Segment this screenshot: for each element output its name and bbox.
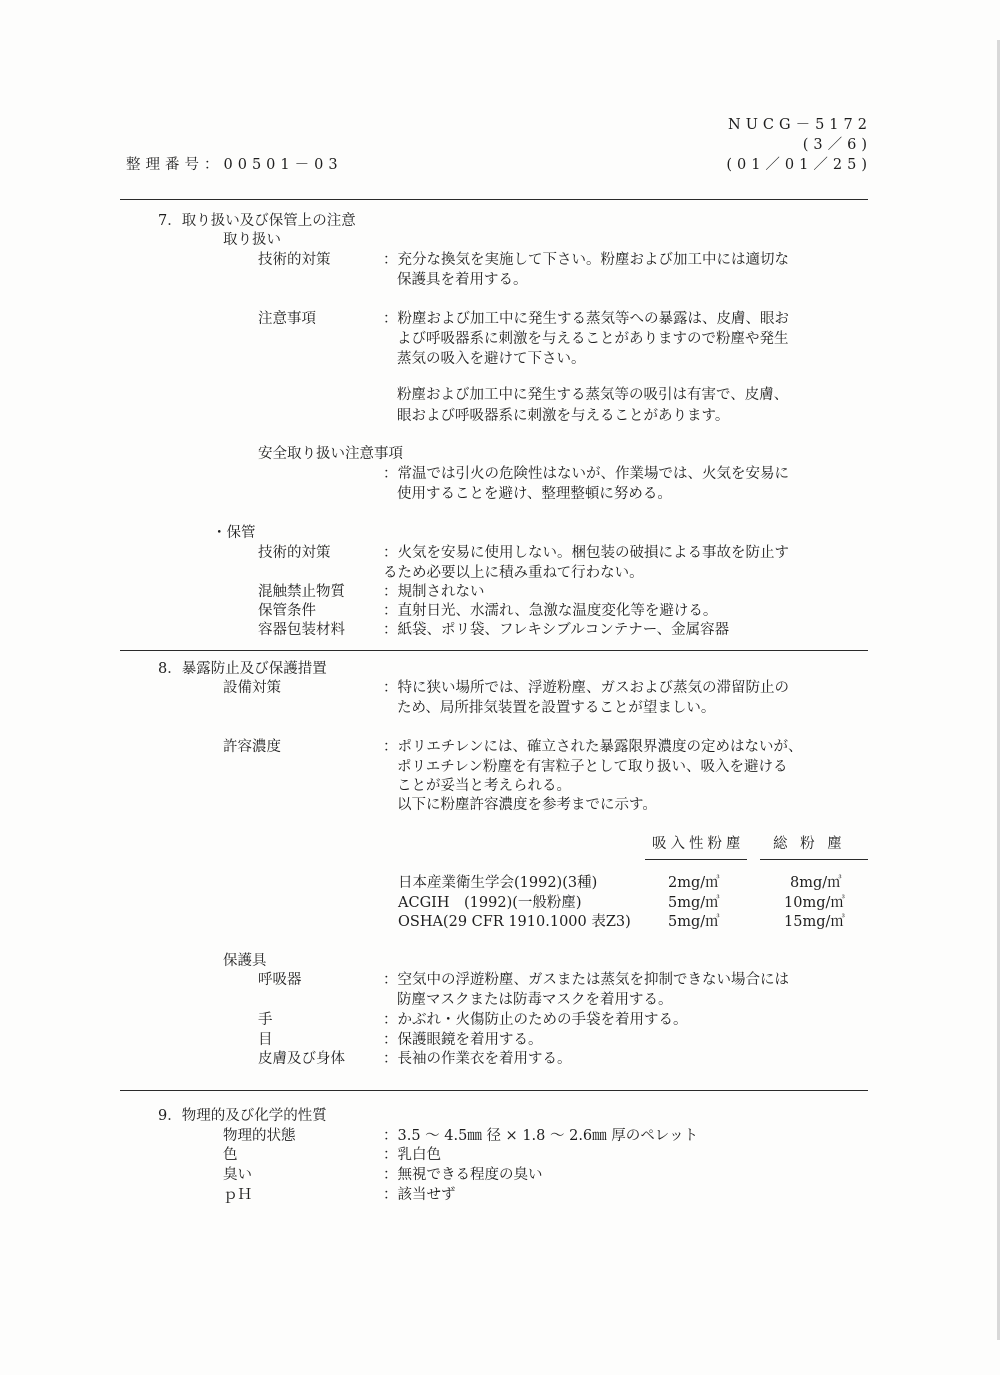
handling-tech-label: 技術的対策 bbox=[258, 252, 331, 268]
limit-line-1: ：ポリエチレンには、確立された暴露限界濃度の定めはないが、 bbox=[383, 739, 803, 755]
ph-label: ｐＨ bbox=[223, 1187, 252, 1203]
table-row-3-total: 15mg/㎥ bbox=[784, 914, 845, 930]
table-header-rule-1 bbox=[645, 859, 747, 860]
hand-label: 手 bbox=[258, 1012, 273, 1028]
respirator-line-2: 防塵マスクまたは防毒マスクを着用する。 bbox=[397, 992, 673, 1008]
doc-code: NUCG－5172 bbox=[728, 117, 872, 133]
storage-cond-text: ：直射日光、水濡れ、急激な温度変化等を避ける。 bbox=[383, 603, 718, 619]
equipment-line-2: ため、局所排気装置を設置することが望ましい。 bbox=[397, 700, 716, 716]
safe-handling-line-2: 使用することを避け、整理整頓に努める。 bbox=[397, 486, 672, 502]
table-row-3-org: OSHA(29 CFR 1910.1000 表Z3) bbox=[398, 914, 631, 930]
packaging-text: ：紙袋、ポリ袋、フレキシブルコンテナー、金属容器 bbox=[383, 622, 730, 638]
page-number: (3／6) bbox=[802, 137, 872, 153]
odor-label: 臭い bbox=[223, 1167, 252, 1183]
state-label: 物理的状態 bbox=[223, 1128, 296, 1144]
revision-date: (01／01／25) bbox=[726, 157, 872, 173]
storage-cond-label: 保管条件 bbox=[258, 603, 316, 619]
table-row-2-org: ACGIH (1992)(一般粉塵) bbox=[398, 895, 582, 911]
storage-tech-label: 技術的対策 bbox=[258, 545, 331, 561]
limit-label: 許容濃度 bbox=[223, 739, 281, 755]
caution-line-4: 粉塵および加工中に発生する蒸気等の吸引は有害で、皮膚、 bbox=[397, 387, 789, 403]
section-8-title: 8．暴露防止及び保護措置 bbox=[158, 661, 327, 677]
packaging-label: 容器包装材料 bbox=[258, 622, 345, 638]
caution-line-2: よび呼吸器系に刺激を与えることがありますので粉塵や発生 bbox=[397, 331, 789, 347]
color-text: ：乳白色 bbox=[383, 1147, 441, 1163]
reference-number: 整理番号：00501－03 bbox=[126, 157, 343, 173]
table-header-total: 総 粉 塵 bbox=[773, 836, 846, 852]
table-row-2-total: 10mg/㎥ bbox=[784, 895, 845, 911]
eye-label: 目 bbox=[258, 1032, 273, 1048]
storage-tech-line-2: るため必要以上に積み重ねて行わない。 bbox=[383, 565, 644, 581]
table-row-1-respirable: 2mg/㎥ bbox=[668, 875, 720, 891]
storage-label: ・保管 bbox=[212, 525, 256, 541]
odor-text: ：無視できる程度の臭い bbox=[383, 1167, 543, 1183]
section-9-title: 9．物理的及び化学的性質 bbox=[158, 1108, 327, 1124]
storage-tech-line-1: ：火気を安易に使用しない。梱包装の破損による事故を防止す bbox=[383, 545, 789, 561]
eye-text: ：保護眼鏡を着用する。 bbox=[383, 1032, 543, 1048]
limit-line-3: ことが妥当と考えられる。 bbox=[397, 778, 571, 794]
ppe-label: 保護具 bbox=[223, 953, 267, 969]
table-header-respirable: 吸入性粉塵 bbox=[652, 836, 745, 852]
table-header-rule-2 bbox=[760, 859, 868, 860]
handling-tech-line-1: ：充分な換気を実施して下さい。粉塵および加工中には適切な bbox=[383, 252, 789, 268]
rule-top bbox=[120, 199, 868, 200]
respirator-label: 呼吸器 bbox=[258, 972, 302, 988]
table-row-3-respirable: 5mg/㎥ bbox=[668, 914, 720, 930]
caution-line-1: ：粉塵および加工中に発生する蒸気等への暴露は、皮膚、眼お bbox=[383, 311, 789, 327]
handling-tech-line-2: 保護具を着用する。 bbox=[397, 272, 528, 288]
section-7-title: 7．取り扱い及び保管上の注意 bbox=[158, 213, 356, 229]
table-row-2-respirable: 5mg/㎥ bbox=[668, 895, 720, 911]
equipment-label: 設備対策 bbox=[223, 680, 281, 696]
caution-line-5: 眼および呼吸器系に刺激を与えることがあります。 bbox=[397, 408, 730, 424]
table-row-1-org: 日本産業衛生学会(1992)(3種) bbox=[398, 875, 598, 891]
caution-line-3: 蒸気の吸入を避けて下さい。 bbox=[397, 351, 586, 367]
respirator-line-1: ：空気中の浮遊粉塵、ガスまたは蒸気を抑制できない場合には bbox=[383, 972, 789, 988]
caution-label: 注意事項 bbox=[258, 311, 316, 327]
ph-text: ：該当せず bbox=[383, 1187, 456, 1203]
skin-label: 皮膚及び身体 bbox=[258, 1051, 345, 1067]
color-label: 色 bbox=[223, 1147, 238, 1163]
rule-section-9 bbox=[120, 1090, 868, 1091]
limit-line-2: ポリエチレン粉塵を有害粒子として取り扱い、吸入を避ける bbox=[397, 759, 788, 775]
incompatible-text: ：規制されない bbox=[383, 584, 485, 600]
incompatible-label: 混触禁止物質 bbox=[258, 584, 345, 600]
equipment-line-1: ：特に狭い場所では、浮遊粉塵、ガスおよび蒸気の滞留防止の bbox=[383, 680, 789, 696]
state-text: ：3.5 ～ 4.5㎜ 径 × 1.8 ～ 2.6㎜ 厚のペレット bbox=[383, 1128, 699, 1144]
skin-text: ：長袖の作業衣を着用する。 bbox=[383, 1051, 572, 1067]
table-row-1-total: 8mg/㎥ bbox=[790, 875, 842, 891]
rule-section-8 bbox=[120, 650, 868, 651]
safe-handling-line-1: ：常温では引火の危険性はないが、作業場では、火気を安易に bbox=[383, 466, 789, 482]
safe-handling-label: 安全取り扱い注意事項 bbox=[258, 446, 403, 462]
handling-label: 取り扱い bbox=[223, 232, 281, 248]
hand-text: ：かぶれ・火傷防止のための手袋を着用する。 bbox=[383, 1012, 688, 1028]
limit-line-4: 以下に粉塵許容濃度を参考までに示す。 bbox=[397, 797, 657, 813]
